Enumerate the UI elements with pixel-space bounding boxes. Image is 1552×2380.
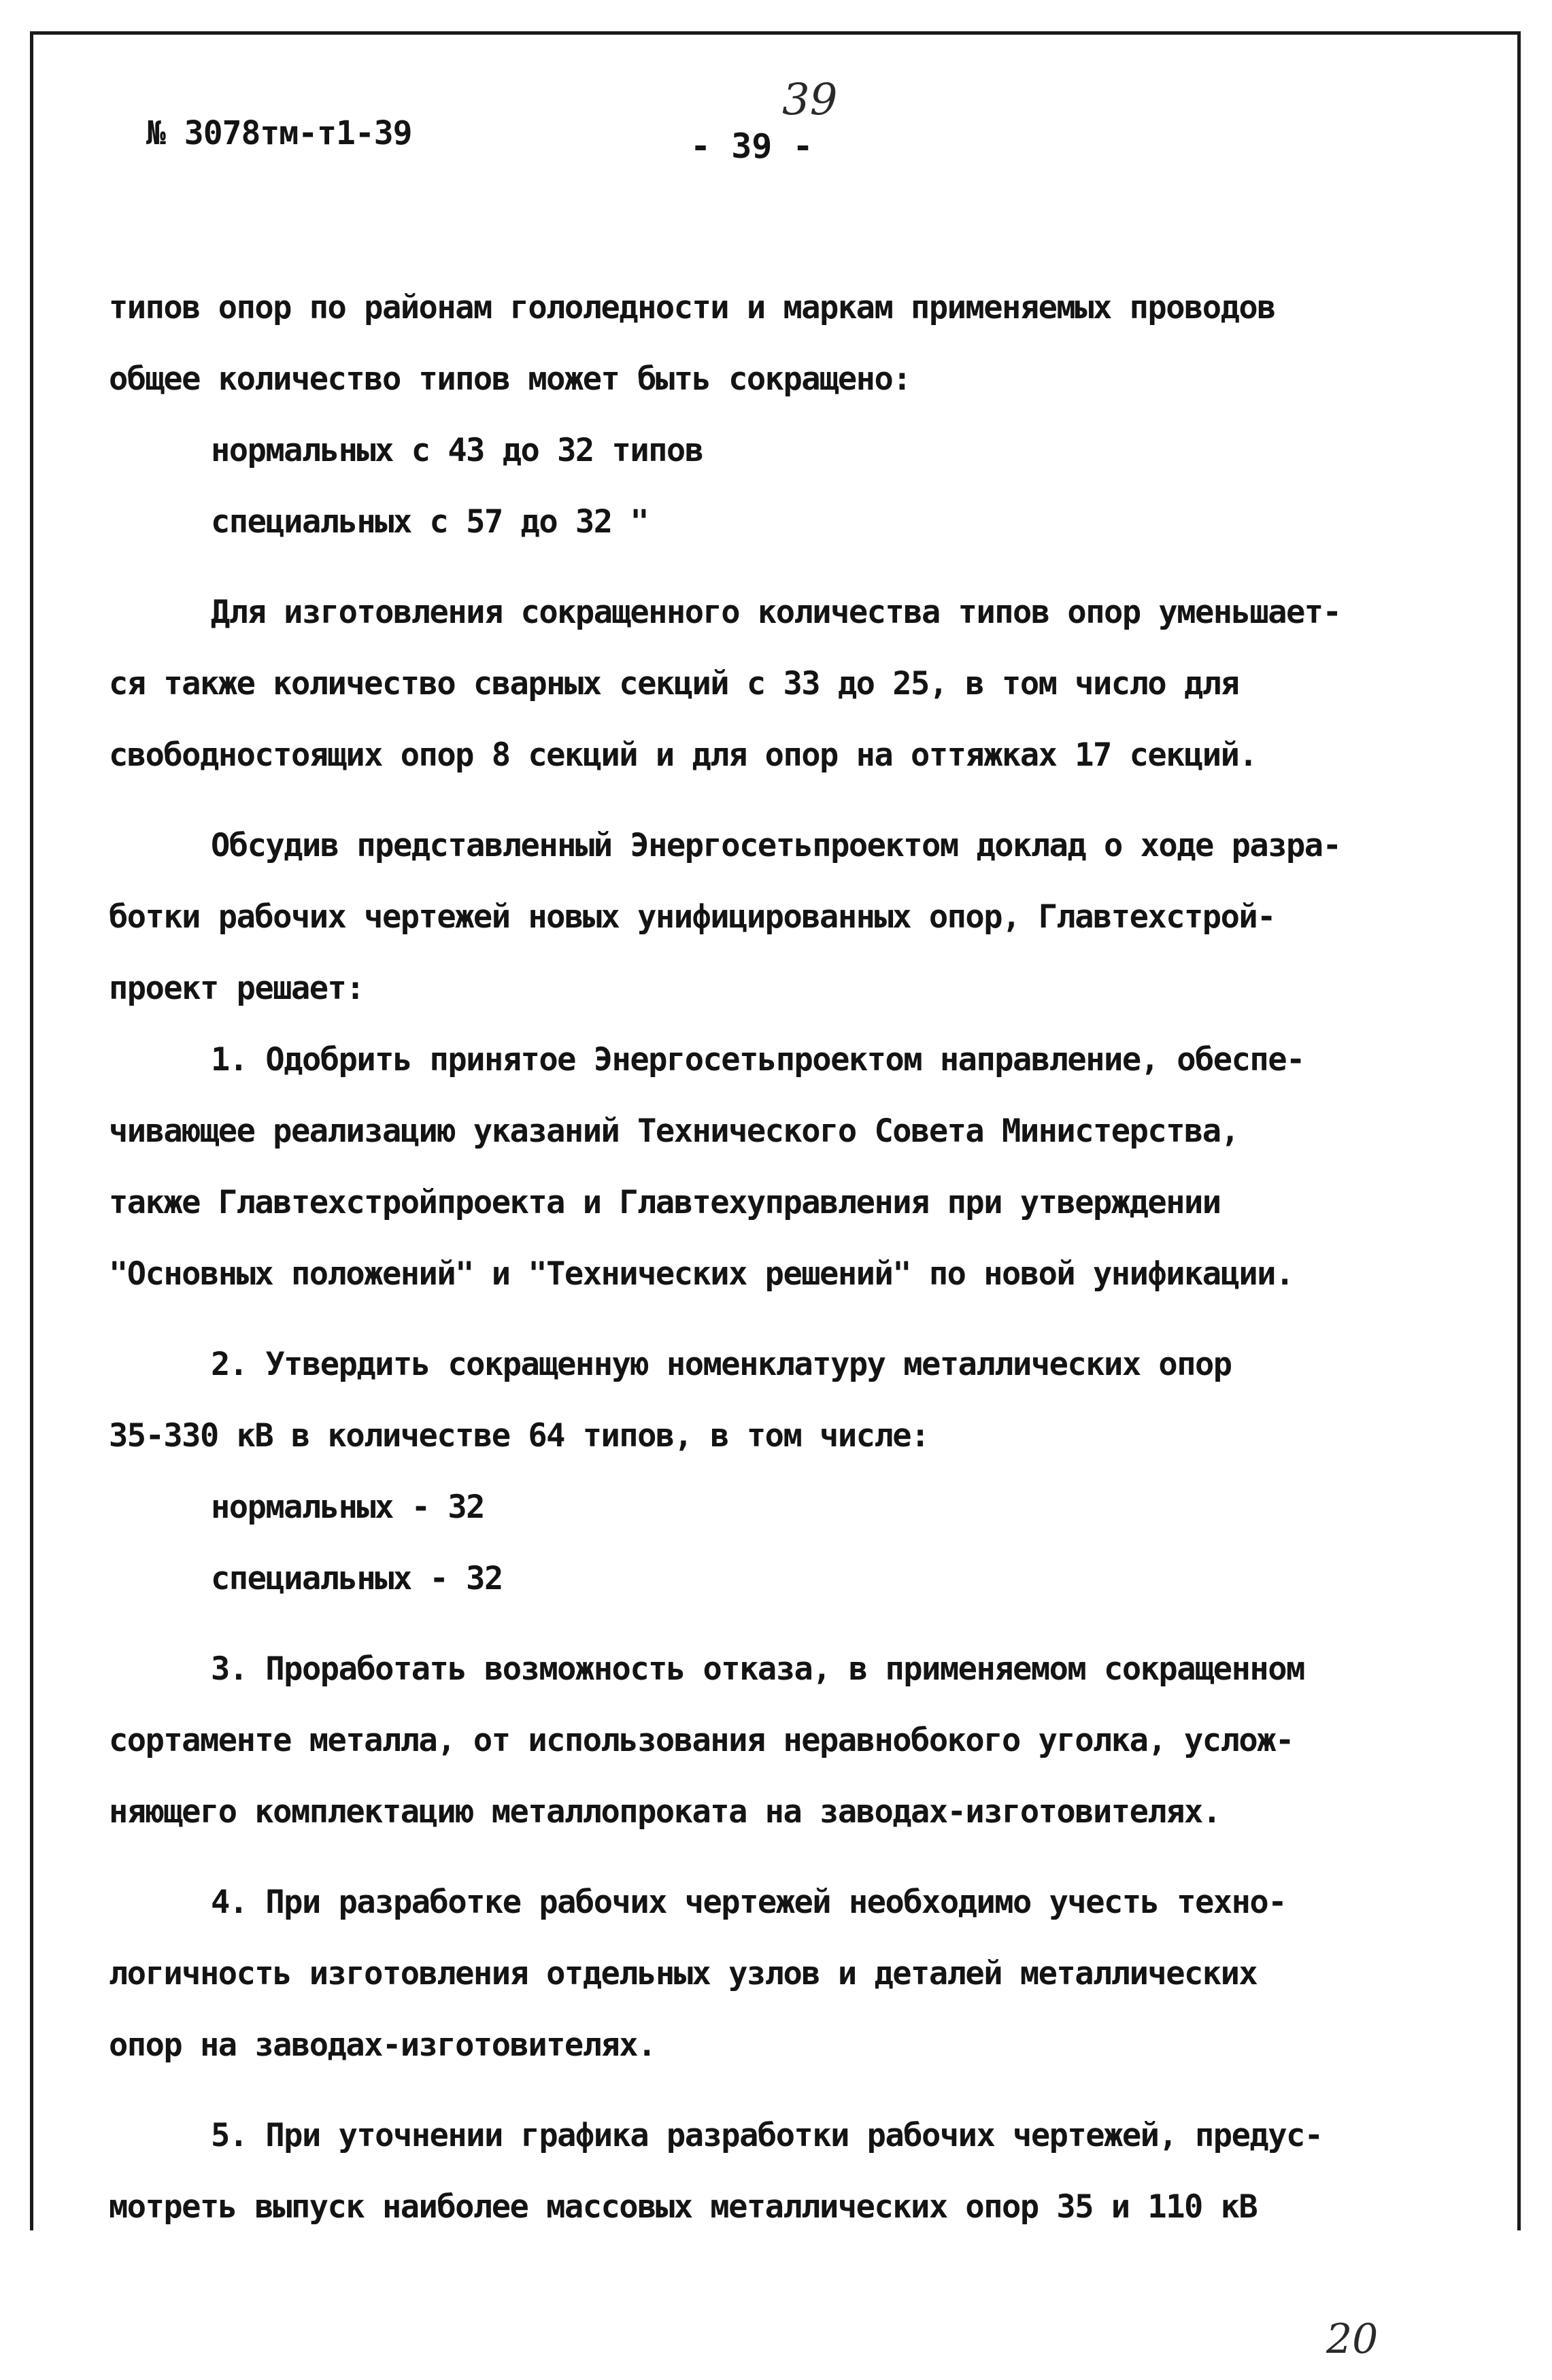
list-reduction	[109, 415, 1462, 558]
text-line: 5. При уточнении графика разработки рабочих чертежей, предус-	[211, 2117, 1323, 2154]
handwritten-footer-mark: 20	[1326, 2315, 1379, 2363]
text-line: "Основных положений" и "Технических решений" по новой унификации.	[109, 1255, 1294, 1293]
text-line: Обсудив представленный Энергосетьпроектом доклад о ходе разра-	[211, 827, 1341, 864]
page-header	[146, 114, 1370, 175]
text-line: сортаменте металла, от использования неравнобокого уголка, услож-	[109, 1722, 1294, 1759]
text-line: проект решает:	[109, 970, 365, 1007]
text-line: 35-330 кВ в количестве 64 типов, в том числе:	[109, 1417, 929, 1455]
text-line: также Главтехстройпроекта и Главтехуправления при утверждении	[109, 1184, 1221, 1221]
text-line: логичность изготовления отдельных узлов и деталей металлических	[109, 1955, 1258, 1992]
paragraph-1	[109, 272, 1462, 415]
text-line: 2. Утвердить сокращенную номенклатуру металлических опор	[211, 1346, 1232, 1383]
resolution-item-1	[109, 1024, 1462, 1310]
text-line: 3. Проработать возможность отказа, в применяемом сокращенном	[211, 1650, 1304, 1688]
list-item: специальных - 32	[211, 1560, 503, 1597]
page-number: - 39 -	[690, 126, 813, 166]
text-line: свободностоящих опор 8 секций и для опор на оттяжках 17 секций.	[109, 736, 1258, 774]
list-item: нормальных с 43 до 32 типов	[211, 432, 703, 469]
resolution-item-4	[109, 1867, 1462, 2081]
resolution-item-3	[109, 1633, 1462, 1848]
text-line: мотреть выпуск наиболее массовых металлических опор 35 и 110 кВ	[109, 2188, 1258, 2226]
text-line: Для изготовления сокращенного количества типов опор уменьшает-	[211, 594, 1341, 631]
document-number: № 3078тм-т1-39	[146, 114, 412, 152]
text-line: чивающее реализацию указаний Технического Совета Министерства,	[109, 1112, 1239, 1150]
text-line: няющего комплектацию металлопроката на заводах-изготовителях.	[109, 1793, 1221, 1831]
text-line: 1. Одобрить принятое Энергосетьпроектом направление, обеспе-	[211, 1041, 1304, 1078]
list-item: специальных с 57 до 32 "	[211, 503, 649, 541]
paragraph-3	[109, 810, 1462, 1024]
document-body	[109, 272, 1462, 2243]
resolution-item-5	[109, 2100, 1462, 2243]
resolution-item-2	[109, 1329, 1462, 1472]
text-line: ботки рабочих чертежей новых унифицированных опор, Главтехстрой-	[109, 898, 1275, 936]
list-nomenclature	[109, 1472, 1462, 1614]
paragraph-2	[109, 577, 1462, 791]
text-line: типов опор по районам гололедности и маркам применяемых проводов	[109, 289, 1275, 326]
text-line: ся также количество сварных секций с 33 до 25, в том число для	[109, 665, 1239, 702]
handwritten-page-number: 39	[782, 75, 838, 125]
text-line: общее количество типов может быть сокращено:	[109, 360, 911, 398]
text-line: опор на заводах-изготовителях.	[109, 2026, 656, 2064]
list-item: нормальных - 32	[211, 1489, 484, 1526]
text-line: 4. При разработке рабочих чертежей необходимо учесть техно-	[211, 1884, 1286, 1921]
